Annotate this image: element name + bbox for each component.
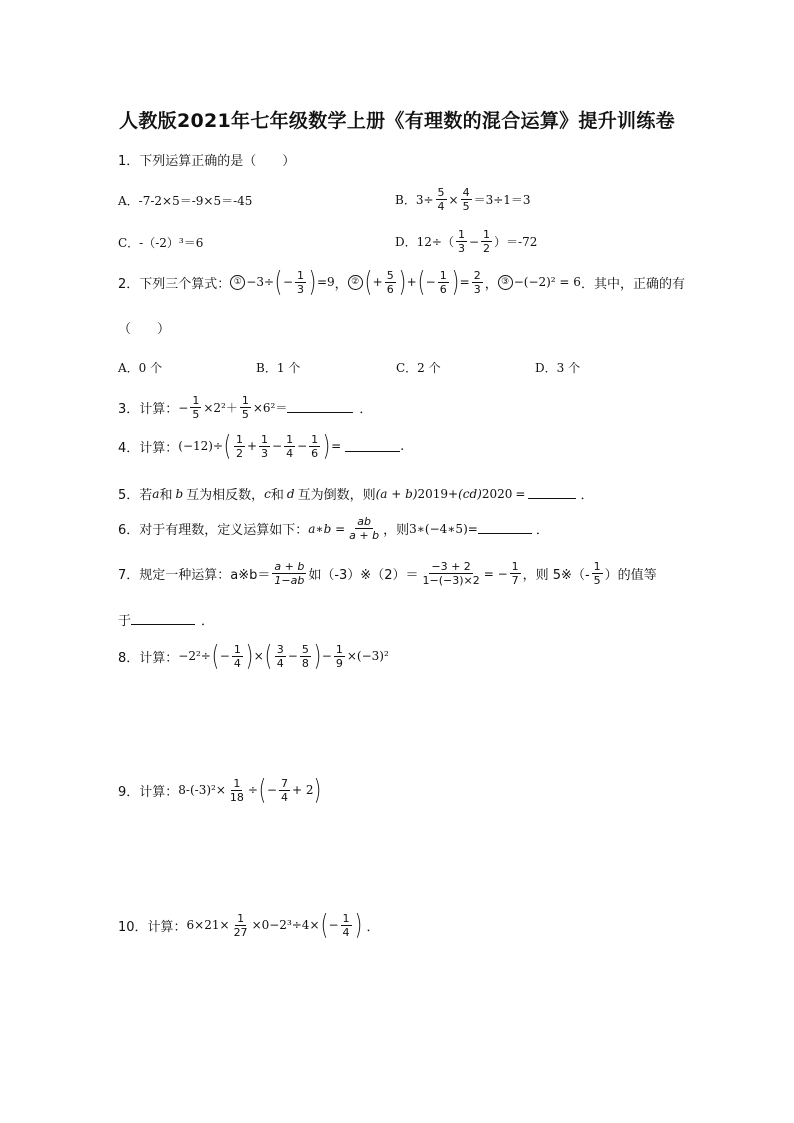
- q1-stem-text: 1．下列运算正确的是（ ）: [118, 154, 296, 169]
- q1-a-text: A．-7-2×5＝-9×5＝-45: [118, 194, 253, 208]
- q10-label: 10．计算：: [118, 919, 187, 935]
- q4-a: (−12)÷: [178, 439, 224, 453]
- q10-dot: ．: [366, 919, 380, 935]
- paren-right: ): [314, 773, 322, 806]
- plus-sign: +: [406, 275, 417, 289]
- q7-t3: = −: [483, 566, 508, 581]
- question-10: [118, 908, 380, 941]
- minus-sign: −: [328, 918, 339, 932]
- paren-left: (: [264, 639, 273, 672]
- q6-t1: 6．对于有理数，定义运算如下：: [118, 523, 309, 538]
- minus-sign: −: [266, 783, 277, 797]
- question-7-cont: [118, 610, 214, 629]
- q10-frac2: $\frac{1}{4}$: [342, 911, 350, 939]
- q5-eq: =: [515, 486, 526, 501]
- paren-left: (: [274, 265, 283, 298]
- q4-frac3: $\frac{1}{4}$: [286, 432, 294, 460]
- q5-var-c: c: [264, 486, 271, 501]
- q3-label: 3．计算：: [118, 402, 179, 417]
- q7-t5: ）的值等: [604, 568, 657, 583]
- q8-frac3: $\frac{5}{8}$: [301, 642, 309, 670]
- minus-sign: −: [297, 439, 308, 453]
- plus-sign: +: [246, 439, 258, 453]
- minus-sign: −: [287, 649, 298, 663]
- q2-e2-frac1: $\frac{5}{6}$: [386, 268, 394, 296]
- q8-b: ×: [253, 649, 264, 663]
- q5-var-d: d: [286, 486, 295, 501]
- minus-sign: −: [219, 649, 230, 663]
- q8-frac2: $\frac{3}{4}$: [276, 642, 284, 670]
- paren-right: ): [308, 265, 317, 298]
- q8-f: (−3)²: [356, 649, 389, 663]
- question-4: [118, 429, 405, 462]
- q1-d-suffix: ）＝-72: [494, 235, 538, 249]
- q2-e1-frac: $\frac{1}{3}$: [297, 268, 305, 296]
- minus-sign: −: [272, 439, 283, 453]
- q1-b-frac1: $\frac{5}{4}$: [437, 186, 445, 213]
- q8-frac4: $\frac{1}{9}$: [335, 642, 343, 670]
- paren-left: (: [417, 265, 425, 298]
- q2-circle-2: ②: [348, 275, 363, 290]
- q2-option-d: [535, 359, 580, 376]
- q1-option-d: [395, 228, 537, 255]
- q7-answer-blank[interactable]: [131, 614, 195, 625]
- q7-frac4: $\frac{1}{5}$: [593, 560, 601, 587]
- q5-expr: (a + b): [375, 486, 418, 501]
- q2-e1-a: −3÷: [246, 275, 275, 289]
- q4-dot: .: [400, 438, 405, 454]
- minus-sign: −: [425, 275, 436, 289]
- paren-left: (: [364, 265, 372, 298]
- q3-end: ×6²＝: [252, 401, 288, 415]
- q8-frac1: $\frac{1}{4}$: [233, 642, 241, 670]
- q2-b: B．1 个: [256, 361, 301, 375]
- q3-answer-blank[interactable]: [287, 402, 353, 413]
- q5-exp1: 2019: [417, 486, 449, 501]
- plus-sign: +: [372, 275, 383, 289]
- q6-dot: ．: [535, 523, 549, 538]
- q1-option-b: [395, 186, 531, 213]
- paren-right: ): [322, 429, 331, 462]
- q2-e3: −(−2)² = 6: [513, 275, 581, 289]
- q2-c: C．2 个: [396, 361, 441, 375]
- q5-t5: 互为倒数，则: [297, 488, 376, 503]
- q2-circle-1: ①: [230, 275, 245, 290]
- q5-dot: ．: [580, 488, 594, 503]
- paren-left: (: [223, 429, 232, 462]
- q8-label: 8．计算：: [118, 650, 179, 666]
- q9-b: ÷: [247, 783, 258, 797]
- q2-stem-text: 2．下列三个算式：: [118, 276, 231, 292]
- q6-expr: 3∗(−4∗5)=: [409, 521, 478, 536]
- paren-right: ): [245, 639, 254, 672]
- q8-a: −2²÷: [178, 649, 211, 663]
- q7-t6: 于: [118, 614, 132, 629]
- q6-lhs: a∗b =: [308, 521, 346, 536]
- q1-c-text: C．-（-2）³＝6: [118, 236, 204, 250]
- q4-eq: =: [331, 439, 342, 453]
- question-8: [118, 639, 389, 672]
- question-6: [118, 515, 549, 542]
- q1-option-a: [118, 192, 252, 209]
- q5-t3: 互为相反数，: [186, 488, 265, 503]
- question-9: [118, 773, 322, 806]
- q9-frac2: $\frac{7}{4}$: [280, 776, 288, 804]
- q3-mid: ×2²＋: [203, 401, 238, 415]
- question-3: [118, 394, 372, 421]
- q5-answer-blank[interactable]: [528, 488, 576, 499]
- q2-answer-paren: [118, 318, 170, 337]
- q2-a: A．0 个: [118, 361, 163, 375]
- q5-t1: 5．若: [118, 488, 153, 503]
- q2-sep2: ，: [484, 276, 498, 292]
- q3-frac2: $\frac{1}{5}$: [241, 394, 249, 421]
- q9-label: 9．计算：: [118, 784, 179, 800]
- q1-option-c: [118, 234, 203, 251]
- paren-left: (: [258, 773, 267, 806]
- question-7: [118, 560, 657, 587]
- q6-answer-blank[interactable]: [478, 523, 532, 534]
- q2-option-a: [118, 359, 162, 376]
- q4-frac1: $\frac{1}{2}$: [235, 432, 243, 460]
- q10-b: ×0−2³÷4×: [251, 918, 320, 932]
- q2-d: D．3 个: [535, 361, 581, 375]
- paren-left: (: [320, 908, 328, 941]
- q1-d-frac2: $\frac{1}{2}$: [483, 228, 491, 255]
- question-5: [118, 484, 594, 503]
- q5-exp2: 2020: [481, 486, 513, 501]
- q3-frac1: $\frac{1}{5}$: [192, 394, 200, 421]
- question-1-stem: [118, 150, 295, 169]
- q2-circle-3: ③: [498, 275, 513, 290]
- q2-option-b: [256, 359, 300, 376]
- q4-frac4: $\frac{1}{6}$: [311, 432, 319, 460]
- paren-left: (: [211, 639, 220, 672]
- q2-sep1: ，: [334, 276, 348, 292]
- q2-tail: ．其中，正确的有: [580, 276, 685, 292]
- minus-sign: −: [178, 400, 189, 415]
- q1-b-times: ×: [448, 192, 459, 207]
- q2-e2-result: $\frac{2}{3}$: [473, 268, 481, 296]
- q10-a: 6×21×: [186, 918, 230, 932]
- q7-t2: 如（-3）※（2）＝: [308, 568, 419, 583]
- q7-t4: ，则 5※（-: [522, 568, 590, 583]
- q4-label: 4．计算：: [118, 440, 179, 456]
- q1-d-prefix: D．12÷（: [395, 235, 454, 249]
- q5-var-a: a: [152, 486, 160, 501]
- q1-d-frac1: $\frac{1}{3}$: [457, 228, 465, 255]
- q10-frac1: $\frac{1}{27}$: [233, 911, 248, 939]
- q5-expr2: +(cd): [448, 486, 482, 501]
- minus-sign: −: [282, 275, 294, 289]
- q7-t1: 7．规定一种运算：a※b＝: [118, 568, 271, 583]
- q9-a: 8-(-3)²×: [178, 783, 226, 797]
- q7-frac3: $\frac{1}{7}$: [511, 560, 519, 587]
- paren-right: ): [451, 265, 459, 298]
- page-title: 人教版2021年七年级数学上册《有理数的混合运算》提升训练卷: [119, 110, 675, 132]
- q6-frac: $\frac{ab}{a + b}$: [349, 515, 380, 542]
- q1-d-minus: −: [468, 234, 480, 249]
- q2-e2-frac2: $\frac{1}{6}$: [439, 268, 447, 296]
- q2-e1-b: =9: [316, 275, 335, 289]
- q2-option-c: [396, 359, 441, 376]
- q5-var-b: b: [175, 486, 184, 501]
- paren-right: ): [354, 908, 362, 941]
- q1-b-suffix: ＝3÷1＝3: [473, 193, 531, 207]
- q7-frac1: $\frac{a + b}{1-ab}$: [274, 560, 305, 587]
- q4-frac2: $\frac{1}{3}$: [261, 432, 269, 460]
- q9-frac1: $\frac{1}{18}$: [229, 776, 244, 804]
- paren-right: ): [398, 265, 406, 298]
- q2-paren-text: （ ）: [118, 322, 171, 337]
- paren-right: ): [313, 639, 322, 672]
- q4-answer-blank[interactable]: [345, 441, 400, 452]
- q1-b-prefix: B．3÷: [395, 193, 434, 207]
- q5-t2: 和: [159, 488, 173, 503]
- q9-c: + 2: [291, 783, 314, 797]
- q7-dot: ．: [201, 614, 215, 629]
- question-2-stem: [118, 265, 685, 298]
- equals-sign: =: [459, 275, 470, 289]
- q7-frac2: $\frac{-3 + 2}{1-(-3)\times 2}$: [422, 560, 480, 587]
- q1-b-frac2: $\frac{4}{5}$: [462, 186, 470, 213]
- q5-t4: 和: [270, 488, 284, 503]
- q3-dot: ．: [359, 402, 373, 417]
- q8-c: −: [321, 649, 332, 663]
- q6-t2: ，则: [383, 523, 410, 538]
- q8-e: ×: [346, 649, 357, 663]
